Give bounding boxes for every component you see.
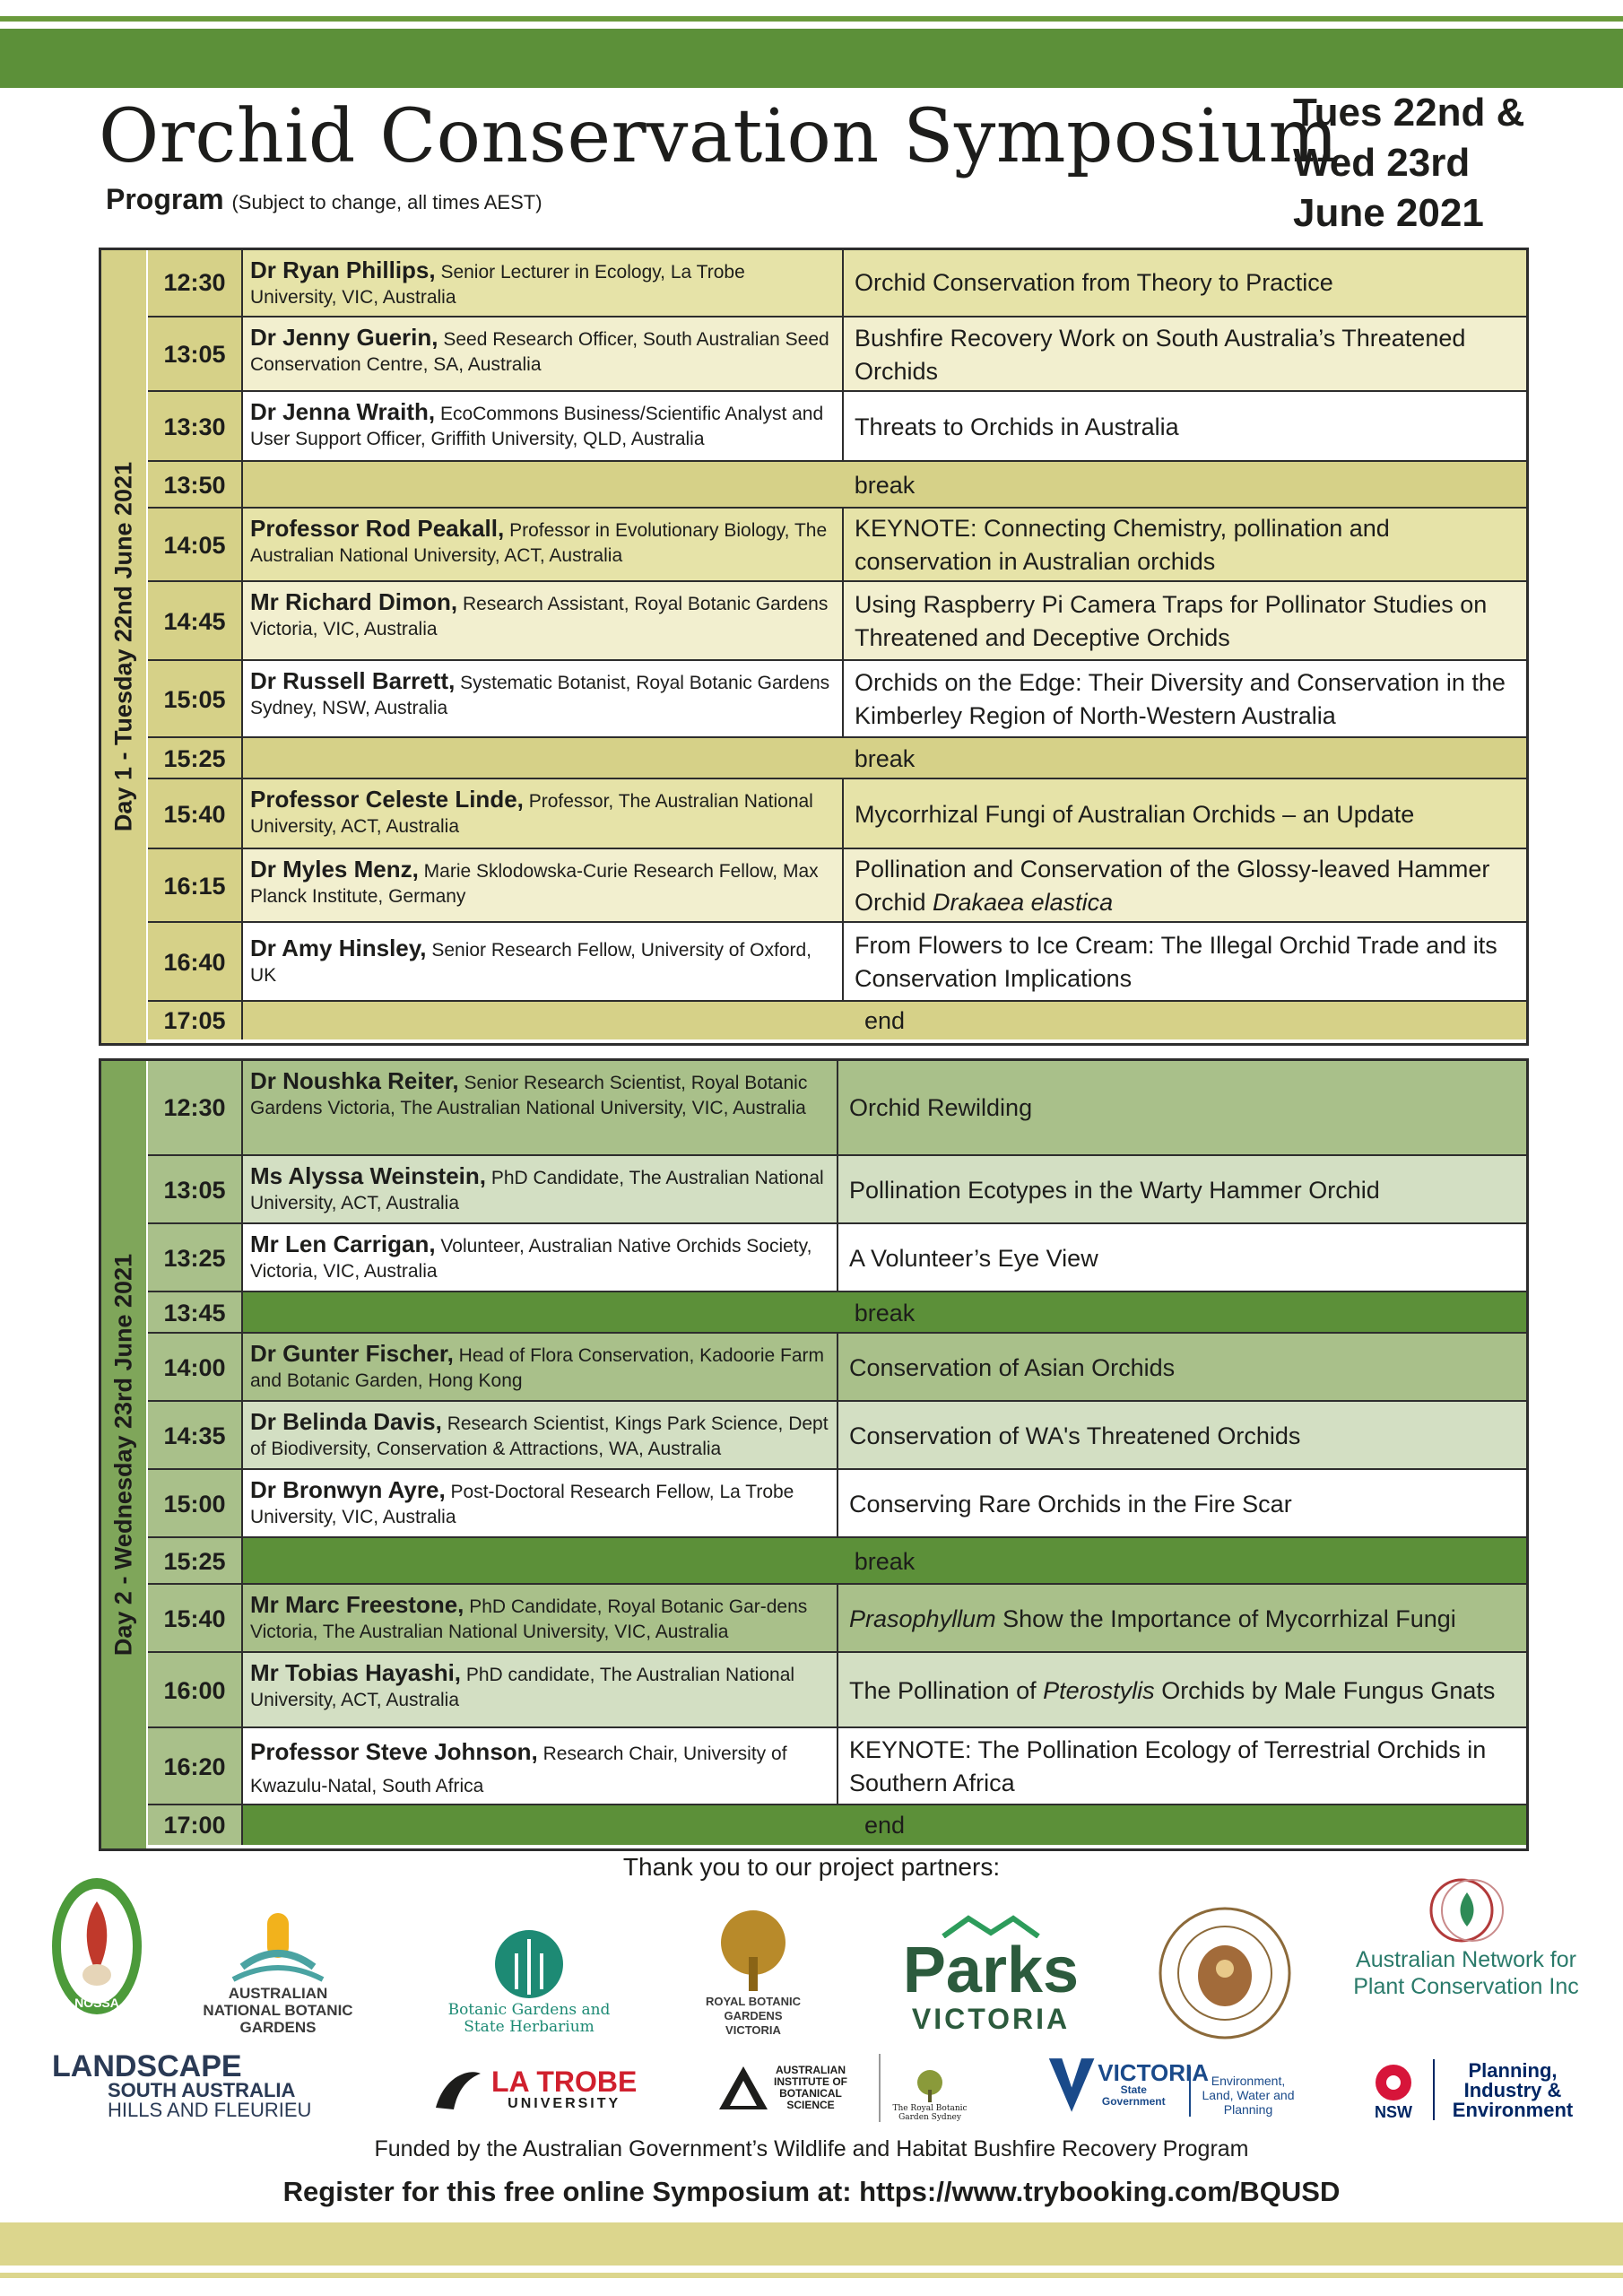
talk-title: Orchid Rewilding bbox=[849, 1093, 1033, 1121]
speaker-role: Senior Research Fellow, University of Oxford, UK bbox=[250, 940, 812, 986]
speaker-name: Ms Alyssa Weinstein, bbox=[250, 1162, 486, 1189]
talk-title-text: Pollination and Conservation of the Glossy-leaved Hammer Orchid bbox=[855, 856, 1490, 916]
talk-title: Orchids on the Edge: Their Diversity and Conservation in the Kimberley Region of North-Western Australia bbox=[855, 669, 1506, 729]
speaker-name: Professor Celeste Linde, bbox=[250, 786, 524, 813]
talk-title: Conservation of WA's Threatened Orchids bbox=[849, 1422, 1301, 1449]
session-time: 14:00 bbox=[148, 1334, 243, 1402]
break-row bbox=[148, 736, 1526, 779]
talk-title bbox=[838, 1585, 1526, 1653]
session-time: 14:05 bbox=[148, 509, 243, 582]
speaker-role: Professor, The Australian National University, ACT, Australia bbox=[250, 791, 813, 837]
session-row bbox=[148, 1726, 1526, 1805]
talk-title-text: The Pollination of bbox=[849, 1676, 1044, 1704]
speaker bbox=[243, 1585, 838, 1653]
bottom-banner bbox=[0, 2222, 1623, 2296]
session-time: 15:40 bbox=[148, 1585, 243, 1653]
program-label: Program bbox=[106, 183, 224, 215]
rbgv-text: ROYAL BOTANIC GARDENS VICTORIA bbox=[706, 1995, 801, 2037]
talk-title: KEYNOTE: The Pollination Ecology of Terrestrial Orchids in Southern Africa bbox=[849, 1736, 1487, 1796]
landscape-sa-text: SOUTH AUSTRALIA bbox=[108, 2079, 296, 2101]
end-label: end bbox=[864, 1811, 906, 1839]
orchid-seal-icon bbox=[1158, 1906, 1292, 2040]
species-name: Drakaea elastica bbox=[933, 889, 1114, 916]
break-row bbox=[148, 460, 1526, 509]
talk-title: Bushfire Recovery Work on South Australia’s Threatened Orchids bbox=[855, 324, 1466, 385]
session-time: 14:35 bbox=[148, 1402, 243, 1470]
session-row bbox=[148, 921, 1526, 1002]
anpc-text: Australian Network for Plant Conservation Inc bbox=[1353, 1947, 1579, 1999]
speaker bbox=[243, 1470, 838, 1538]
session-time: 13:25 bbox=[148, 1224, 243, 1292]
session-row bbox=[148, 1222, 1526, 1292]
victoria-v-icon bbox=[1047, 2052, 1096, 2117]
session-row bbox=[148, 316, 1526, 392]
delwp-logo bbox=[1189, 2066, 1309, 2117]
session-row bbox=[148, 507, 1526, 582]
talk-title bbox=[844, 849, 1526, 923]
break-label: break bbox=[854, 471, 916, 499]
speaker-name: Dr Russell Barrett, bbox=[250, 667, 456, 694]
anbg-logo bbox=[184, 1901, 372, 2036]
speaker-name: Mr Len Carrigan, bbox=[250, 1231, 436, 1257]
talk-title: Pollination Ecotypes in the Warty Hammer Orchid bbox=[849, 1176, 1380, 1204]
end-row bbox=[148, 1804, 1526, 1845]
nossa-logo bbox=[47, 1866, 147, 2018]
landscape-text: LANDSCAPE bbox=[52, 2049, 242, 2083]
date-line: Tues 22nd & bbox=[1293, 91, 1525, 135]
talk-title: Conserving Rare Orchids in the Fire Scar bbox=[849, 1490, 1292, 1518]
session-row bbox=[148, 848, 1526, 923]
triangle-icon bbox=[717, 2065, 769, 2111]
register-link[interactable]: Register for this free online Symposium at: https://www.trybooking.com/BQUSD bbox=[282, 2176, 1341, 2207]
talk-title: Mycorrhizal Fungi of Australian Orchids – an Update bbox=[855, 800, 1415, 828]
speaker-name: Dr Gunter Fischer, bbox=[250, 1340, 454, 1367]
parks-text: Parks bbox=[902, 1935, 1080, 2006]
session-row bbox=[148, 1332, 1526, 1402]
speaker-name: Professor Steve Johnson, bbox=[250, 1738, 538, 1765]
speaker bbox=[243, 923, 844, 1002]
landscape-region-text: HILLS AND FLEURIEU bbox=[108, 2099, 312, 2121]
date-line: Wed 23rd bbox=[1293, 141, 1471, 185]
speaker-role: PhD Candidate, Royal Botanic Gar-dens Victoria, The Australian National University, VIC, Australia bbox=[250, 1596, 808, 1642]
page-title: Orchid Conservation Symposium bbox=[99, 94, 1339, 179]
session-time: 14:45 bbox=[148, 582, 243, 661]
session-time: 16:40 bbox=[148, 923, 243, 1002]
session-time: 16:20 bbox=[148, 1728, 243, 1805]
speaker bbox=[243, 1653, 838, 1728]
anos-logo bbox=[1157, 1905, 1293, 2041]
session-row bbox=[148, 250, 1526, 316]
tree-icon bbox=[491, 1926, 567, 2002]
top-banner bbox=[0, 0, 1623, 90]
funding-note: Funded by the Australian Government’s Wildlife and Habitat Bushfire Recovery Program bbox=[374, 2136, 1249, 2161]
session-time: 15:05 bbox=[148, 661, 243, 738]
talk-title: From Flowers to Ice Cream: The Illegal Orchid Trade and its Conservation Implications bbox=[855, 932, 1497, 992]
session-row bbox=[148, 580, 1526, 661]
speaker-role: Seed Research Officer, South Australian Seed Conservation Centre, SA, Australia bbox=[250, 329, 829, 375]
day2-label: Day 2 - Wednesday 23rd June 2021 bbox=[109, 1253, 137, 1657]
speaker-role: PhD candidate, The Australian National University, ACT, Australia bbox=[250, 1665, 795, 1710]
victoria-state-text: State Government bbox=[1101, 2083, 1166, 2108]
day1-label: Day 1 - Tuesday 22nd June 2021 bbox=[109, 461, 137, 832]
speaker-name: Dr Jenny Guerin, bbox=[250, 324, 438, 351]
small-tree-icon bbox=[912, 2068, 948, 2104]
aibs-text: AUSTRALIAN INSTITUTE OF BOTANICAL SCIENCE bbox=[774, 2064, 847, 2111]
nsw-logo bbox=[1358, 2056, 1429, 2120]
session-row bbox=[148, 1400, 1526, 1470]
session-row bbox=[148, 1583, 1526, 1653]
session-time: 16:00 bbox=[148, 1653, 243, 1728]
speaker bbox=[243, 1402, 838, 1470]
speaker-name: Dr Belinda Davis, bbox=[250, 1408, 442, 1435]
session-row bbox=[148, 659, 1526, 738]
day1-schedule bbox=[99, 248, 1529, 1046]
victoria-govt-logo bbox=[1047, 2050, 1209, 2118]
speaker-name: Dr Jenna Wraith, bbox=[250, 398, 436, 425]
speaker-name: Dr Bronwyn Ayre, bbox=[250, 1476, 446, 1503]
rbgv-logo bbox=[681, 1894, 825, 2038]
session-time: 15:40 bbox=[148, 779, 243, 849]
talk-title-text: Orchids by Male Fungus Gnats bbox=[1154, 1676, 1496, 1704]
talk-title: Orchid Conservation from Theory to Practice bbox=[855, 269, 1333, 296]
nsw-text: NSW bbox=[1375, 2103, 1412, 2121]
latrobe-logo bbox=[430, 2059, 646, 2120]
aibs-logo bbox=[717, 2059, 861, 2117]
speaker-name: Mr Marc Freestone, bbox=[250, 1591, 464, 1618]
talk-title: KEYNOTE: Connecting Chemistry, pollination and conservation in Australian orchids bbox=[855, 515, 1390, 575]
speaker bbox=[243, 317, 844, 392]
nossa-emblem-icon bbox=[48, 1874, 145, 2018]
session-row bbox=[148, 1061, 1526, 1154]
speaker bbox=[243, 250, 844, 316]
talk-title: A Volunteer’s Eye View bbox=[849, 1244, 1098, 1272]
nsw-dept-text: Planning, Industry & Environment bbox=[1452, 2059, 1574, 2121]
day1-label-bar bbox=[101, 250, 146, 1043]
speaker-name: Mr Tobias Hayashi, bbox=[250, 1659, 462, 1686]
program-note: (Subject to change, all times AEST) bbox=[231, 191, 542, 213]
speaker-role: Volunteer, Australian Native Orchids Society, Victoria, VIC, Australia bbox=[250, 1236, 812, 1282]
break-label: break bbox=[854, 1299, 916, 1326]
day2-schedule bbox=[99, 1058, 1529, 1851]
banksia-icon bbox=[224, 1904, 332, 1985]
anbg-text: AUSTRALIAN NATIONAL BOTANIC GARDENS bbox=[203, 1985, 353, 2036]
speaker bbox=[243, 1224, 838, 1292]
speaker-role: Senior Research Scientist, Royal Botanic Gardens Victoria, The Australian National University, VIC, Australia bbox=[250, 1073, 808, 1118]
session-time: 13:50 bbox=[148, 462, 243, 509]
session-row bbox=[148, 778, 1526, 849]
date-line: June 2021 bbox=[1293, 191, 1484, 235]
session-time: 15:00 bbox=[148, 1470, 243, 1538]
speaker bbox=[243, 1728, 838, 1805]
speaker-role: Marie Sklodowska-Curie Research Fellow, Max Planck Institute, Germany bbox=[250, 861, 819, 907]
bgsh-text: Botanic Gardens and State Herbarium bbox=[447, 2001, 611, 2036]
session-row bbox=[148, 390, 1526, 462]
landscape-sa-logo bbox=[52, 2049, 321, 2121]
speaker-name: Mr Richard Dimon, bbox=[250, 588, 458, 615]
session-time: 17:00 bbox=[148, 1805, 243, 1845]
speaker-role: Research Chair, University of Kwazulu-Natal, South Africa bbox=[250, 1744, 787, 1796]
program-heading bbox=[106, 183, 542, 216]
speaker bbox=[243, 1156, 838, 1224]
break-row bbox=[148, 1536, 1526, 1585]
break-label: break bbox=[854, 1547, 916, 1575]
lyrebird-icon bbox=[430, 2065, 484, 2115]
session-time: 13:05 bbox=[148, 317, 243, 392]
parks-victoria-logo bbox=[888, 1910, 1094, 2036]
speaker-role: Research Assistant, Royal Botanic Gardens Victoria, VIC, Australia bbox=[250, 594, 829, 639]
parks-victoria-text: VICTORIA bbox=[911, 2003, 1071, 2035]
latrobe-text: LA TROBE bbox=[491, 2066, 638, 2098]
nsw-dept-logo bbox=[1433, 2059, 1607, 2120]
speaker bbox=[243, 1061, 838, 1154]
waratah-icon bbox=[1367, 2059, 1420, 2104]
session-time: 13:45 bbox=[148, 1292, 243, 1334]
rbgs-text: The Royal Botanic Garden Sydney bbox=[892, 2104, 968, 2122]
latrobe-university-text: UNIVERSITY bbox=[508, 2096, 621, 2111]
speaker-role: Professor in Evolutionary Biology, The Australian National University, ACT, Australia bbox=[250, 520, 828, 566]
speaker bbox=[243, 1334, 838, 1402]
bgsh-logo bbox=[439, 1910, 619, 2036]
rbg-sydney-logo bbox=[879, 2054, 979, 2122]
speaker-name: Professor Rod Peakall, bbox=[250, 515, 505, 542]
delwp-text: Environment, Land, Water and Planning bbox=[1202, 2074, 1295, 2117]
golden-tree-icon bbox=[699, 1907, 807, 1995]
talk-title bbox=[838, 1653, 1526, 1728]
talk-title: Using Raspberry Pi Camera Traps for Pollinator Studies on Threatened and Deceptive Orchids bbox=[855, 591, 1488, 651]
victoria-text: VICTORIA bbox=[1098, 2059, 1209, 2086]
anpc-logo bbox=[1345, 1866, 1587, 2000]
day2-label-bar bbox=[101, 1061, 146, 1848]
break-row bbox=[148, 1291, 1526, 1334]
speaker bbox=[243, 392, 844, 462]
genus-name: Prasophyllum bbox=[849, 1605, 996, 1632]
session-time: 17:05 bbox=[148, 1002, 243, 1039]
speaker-role: PhD Candidate, The Australian National University, ACT, Australia bbox=[250, 1168, 824, 1213]
session-time: 15:25 bbox=[148, 1538, 243, 1585]
partners-heading: Thank you to our project partners: bbox=[622, 1853, 1001, 1881]
speaker bbox=[243, 582, 844, 661]
session-time: 16:15 bbox=[148, 849, 243, 923]
event-dates bbox=[1293, 88, 1524, 239]
speaker bbox=[243, 661, 844, 738]
session-row bbox=[148, 1651, 1526, 1728]
speaker bbox=[243, 849, 844, 923]
break-label: break bbox=[854, 744, 916, 772]
leaf-circles-icon bbox=[1426, 1874, 1506, 1946]
speaker-name: Dr Noushka Reiter, bbox=[250, 1067, 459, 1094]
speaker-role: Head of Flora Conservation, Kadoorie Farm and Botanic Garden, Hong Kong bbox=[250, 1345, 825, 1391]
speaker-name: Dr Ryan Phillips, bbox=[250, 257, 436, 283]
talk-title: Conservation of Asian Orchids bbox=[849, 1353, 1176, 1381]
session-time: 12:30 bbox=[148, 250, 243, 316]
speaker-name: Dr Myles Menz, bbox=[250, 856, 419, 883]
session-time: 15:25 bbox=[148, 738, 243, 779]
session-row bbox=[148, 1154, 1526, 1224]
end-label: end bbox=[864, 1006, 906, 1034]
speaker-role: Systematic Botanist, Royal Botanic Gardens Sydney, NSW, Australia bbox=[250, 673, 830, 718]
speaker-role: Research Scientist, Kings Park Science, Dept of Biodiversity, Conservation & Attractions, WA, Australia bbox=[250, 1413, 829, 1459]
talk-title: Threats to Orchids in Australia bbox=[855, 413, 1179, 440]
session-time: 12:30 bbox=[148, 1061, 243, 1154]
session-time: 13:30 bbox=[148, 392, 243, 462]
speaker-role: Senior Lecturer in Ecology, La Trobe University, VIC, Australia bbox=[250, 262, 745, 308]
speaker-role: Post-Doctoral Research Fellow, La Trobe University, VIC, Australia bbox=[250, 1482, 794, 1527]
talk-title-text: Show the Importance of Mycorrhizal Fungi bbox=[995, 1605, 1456, 1632]
session-row bbox=[148, 1468, 1526, 1538]
end-row bbox=[148, 1000, 1526, 1039]
speaker-name: Dr Amy Hinsley, bbox=[250, 935, 427, 961]
speaker bbox=[243, 509, 844, 582]
nossa-text: NOSSA bbox=[74, 1996, 119, 2010]
session-time: 13:05 bbox=[148, 1156, 243, 1224]
speaker bbox=[243, 779, 844, 849]
genus-name: Pterostylis bbox=[1043, 1676, 1155, 1704]
speaker-role: EcoCommons Business/Scientific Analyst and User Support Officer, Griffith University, QLD, Australia bbox=[250, 404, 824, 449]
